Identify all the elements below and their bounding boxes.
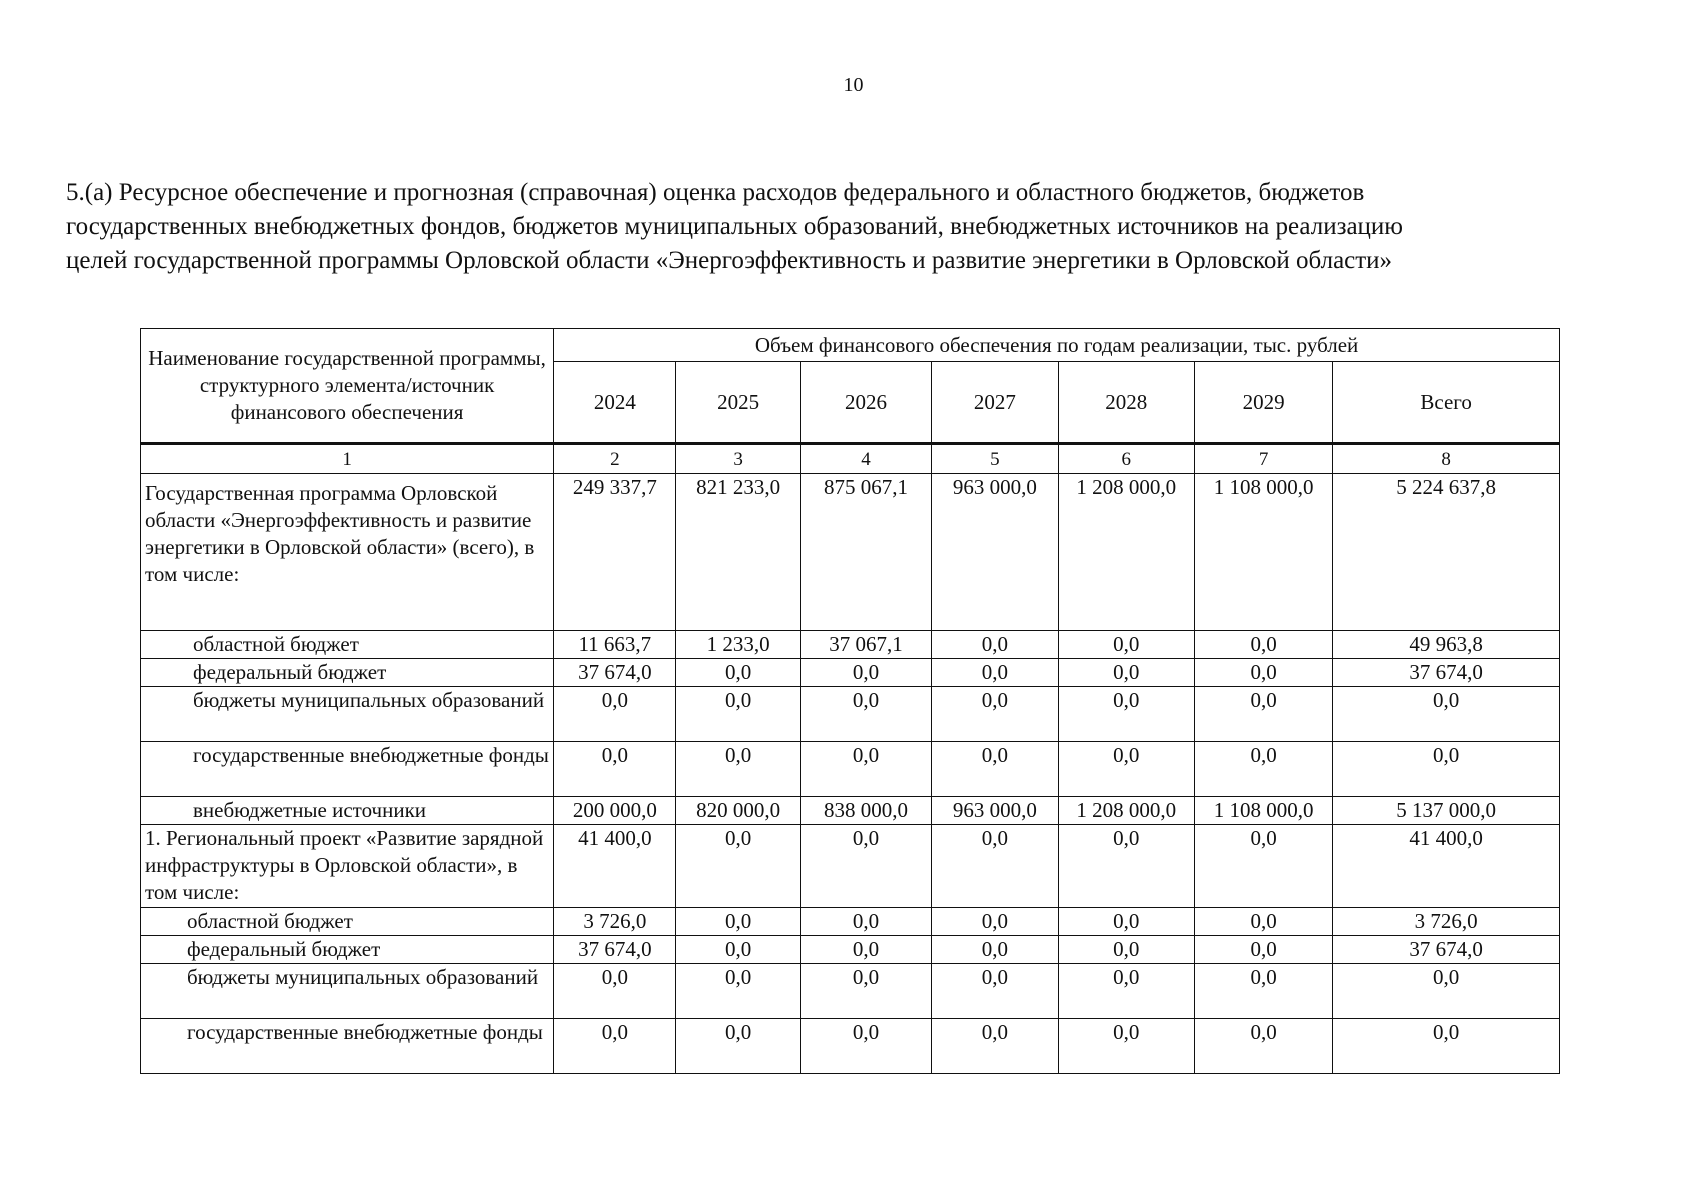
row-value: 0,0 [554, 687, 676, 742]
row-value: 0,0 [932, 687, 1058, 742]
column-number: 4 [800, 444, 931, 474]
title-line: целей государственной программы Орловской области «Энергоэффективность и развитие энергетики в Орловской области» [66, 247, 1393, 274]
row-value: 0,0 [1194, 825, 1332, 908]
row-total: 37 674,0 [1333, 936, 1560, 964]
row-name: внебюджетные источники [141, 797, 554, 825]
row-value: 0,0 [1194, 631, 1332, 659]
row-value: 0,0 [676, 936, 800, 964]
row-value: 0,0 [1194, 964, 1332, 1019]
row-value: 820 000,0 [676, 797, 800, 825]
row-value: 0,0 [800, 964, 931, 1019]
row-value: 0,0 [800, 825, 931, 908]
column-number: 5 [932, 444, 1058, 474]
row-total: 49 963,8 [1333, 631, 1560, 659]
row-value: 0,0 [1058, 964, 1194, 1019]
row-value: 11 663,7 [554, 631, 676, 659]
row-value: 0,0 [932, 936, 1058, 964]
year-header: 2025 [676, 362, 800, 444]
row-value: 0,0 [676, 964, 800, 1019]
row-name: областной бюджет [141, 631, 554, 659]
row-name: Государственная программа Орловской области «Энергоэффективность и развитие энергетики в Орловской области» (всего), в том числе: [141, 474, 554, 631]
row-value: 875 067,1 [800, 474, 931, 631]
row-value: 0,0 [932, 825, 1058, 908]
row-value: 1 208 000,0 [1058, 797, 1194, 825]
document-title [66, 176, 1656, 278]
total-header: Всего [1333, 362, 1560, 444]
row-value: 821 233,0 [676, 474, 800, 631]
table-row [141, 474, 1560, 631]
row-value: 0,0 [1058, 825, 1194, 908]
column-number: 3 [676, 444, 800, 474]
row-value: 0,0 [676, 908, 800, 936]
row-value: 0,0 [932, 1019, 1058, 1074]
row-value: 0,0 [554, 1019, 676, 1074]
name-column-header: Наименование государственной программы, структурного элемента/источник финансового обеспечения [141, 329, 554, 444]
row-value: 0,0 [932, 964, 1058, 1019]
row-value: 0,0 [676, 659, 800, 687]
row-value: 1 233,0 [676, 631, 800, 659]
row-value: 0,0 [676, 1019, 800, 1074]
page-number: 10 [843, 74, 864, 96]
table-row [141, 825, 1560, 908]
row-value: 0,0 [932, 742, 1058, 797]
row-value: 0,0 [800, 659, 931, 687]
row-value: 963 000,0 [932, 474, 1058, 631]
row-value: 0,0 [800, 687, 931, 742]
row-total: 37 674,0 [1333, 659, 1560, 687]
year-header: 2029 [1194, 362, 1332, 444]
row-total: 5 224 637,8 [1333, 474, 1560, 631]
row-value: 0,0 [1058, 908, 1194, 936]
row-name: федеральный бюджет [141, 659, 554, 687]
column-number: 6 [1058, 444, 1194, 474]
row-name: государственные внебюджетные фонды [141, 1019, 554, 1074]
year-header: 2026 [800, 362, 931, 444]
row-value: 0,0 [676, 742, 800, 797]
row-value: 0,0 [676, 825, 800, 908]
row-total: 0,0 [1333, 687, 1560, 742]
row-total: 41 400,0 [1333, 825, 1560, 908]
title-line: государственных внебюджетных фондов, бюджетов муниципальных образований, внебюджетных источников на реализацию [66, 213, 1403, 240]
row-value: 0,0 [554, 742, 676, 797]
table-row [141, 936, 1560, 964]
row-total: 0,0 [1333, 964, 1560, 1019]
column-number: 1 [141, 444, 554, 474]
row-name: 1. Региональный проект «Развитие зарядной инфраструктуры в Орловской области», в том числе: [141, 825, 554, 908]
row-total: 3 726,0 [1333, 908, 1560, 936]
row-value: 0,0 [1194, 1019, 1332, 1074]
column-number: 8 [1333, 444, 1560, 474]
row-value: 0,0 [932, 908, 1058, 936]
table-row [141, 631, 1560, 659]
year-header: 2027 [932, 362, 1058, 444]
table-row [141, 742, 1560, 797]
table-row [141, 797, 1560, 825]
column-number: 7 [1194, 444, 1332, 474]
row-value: 1 108 000,0 [1194, 474, 1332, 631]
row-value: 1 208 000,0 [1058, 474, 1194, 631]
row-value: 0,0 [1058, 659, 1194, 687]
row-value: 0,0 [932, 631, 1058, 659]
row-total: 5 137 000,0 [1333, 797, 1560, 825]
row-value: 41 400,0 [554, 825, 676, 908]
row-value: 0,0 [800, 908, 931, 936]
financing-group-header: Объем финансового обеспечения по годам реализации, тыс. рублей [554, 329, 1560, 362]
row-name: государственные внебюджетные фонды [141, 742, 554, 797]
table-row [141, 964, 1560, 1019]
title-line: 5.(а) Ресурсное обеспечение и прогнозная (справочная) оценка расходов федерального и областного бюджетов, бюджетов [66, 179, 1365, 206]
row-value: 37 674,0 [554, 936, 676, 964]
row-value: 0,0 [800, 1019, 931, 1074]
financing-table [140, 328, 1560, 1074]
table-row [141, 659, 1560, 687]
row-total: 0,0 [1333, 1019, 1560, 1074]
row-value: 0,0 [1194, 742, 1332, 797]
row-value: 0,0 [1194, 687, 1332, 742]
row-value: 0,0 [800, 742, 931, 797]
row-value: 0,0 [800, 936, 931, 964]
row-value: 0,0 [1058, 631, 1194, 659]
row-value: 838 000,0 [800, 797, 931, 825]
table-row [141, 908, 1560, 936]
row-name: областной бюджет [141, 908, 554, 936]
row-value: 0,0 [1058, 936, 1194, 964]
row-value: 37 067,1 [800, 631, 931, 659]
row-value: 0,0 [1058, 1019, 1194, 1074]
column-number: 2 [554, 444, 676, 474]
row-value: 1 108 000,0 [1194, 797, 1332, 825]
table-row [141, 1019, 1560, 1074]
row-total: 0,0 [1333, 742, 1560, 797]
row-value: 0,0 [1194, 936, 1332, 964]
row-name: бюджеты муниципальных образований [141, 687, 554, 742]
year-header: 2028 [1058, 362, 1194, 444]
year-header: 2024 [554, 362, 676, 444]
row-value: 0,0 [1058, 687, 1194, 742]
row-value: 963 000,0 [932, 797, 1058, 825]
row-value: 249 337,7 [554, 474, 676, 631]
row-value: 0,0 [554, 964, 676, 1019]
row-value: 0,0 [932, 659, 1058, 687]
row-name: федеральный бюджет [141, 936, 554, 964]
row-value: 0,0 [676, 687, 800, 742]
table-row [141, 687, 1560, 742]
row-value: 3 726,0 [554, 908, 676, 936]
row-value: 37 674,0 [554, 659, 676, 687]
row-value: 0,0 [1194, 659, 1332, 687]
row-value: 200 000,0 [554, 797, 676, 825]
row-value: 0,0 [1058, 742, 1194, 797]
column-number-row [141, 444, 1560, 474]
row-name: бюджеты муниципальных образований [141, 964, 554, 1019]
row-value: 0,0 [1194, 908, 1332, 936]
